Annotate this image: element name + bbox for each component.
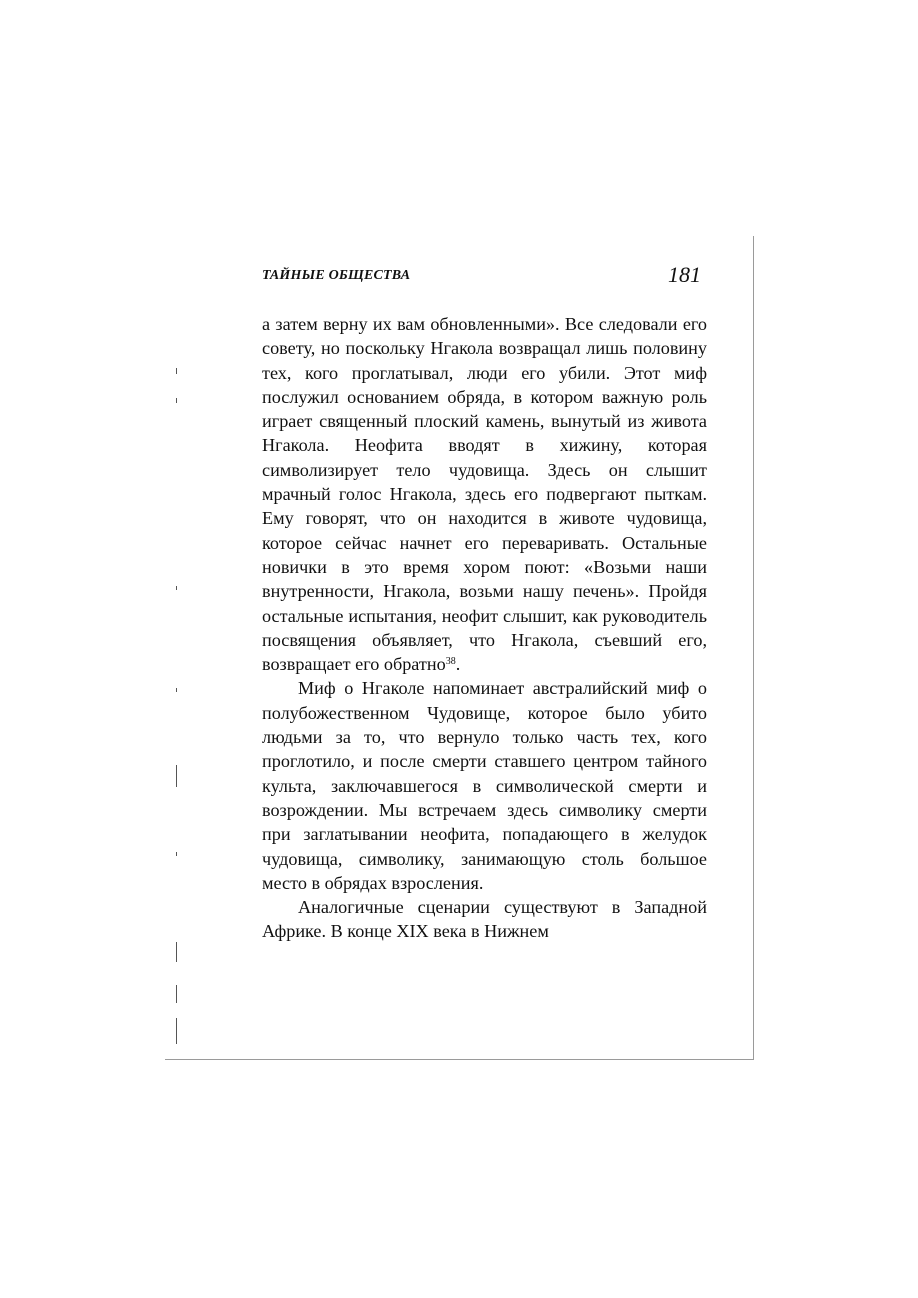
body-text — [262, 312, 707, 944]
running-title: ТАЙНЫЕ ОБЩЕСТВА — [262, 268, 411, 283]
gutter-mark — [176, 368, 177, 374]
gutter-mark — [176, 765, 177, 787]
page-number: 181 — [668, 262, 701, 287]
paragraph-2: Миф о Нгаколе напоминает австралийский миф о полубожественном Чудовище, которое было убито людьми за то, что вернуло только часть тех, кого проглотило, и после смерти ставшего центром тайного культа, заключавшегося в символической смерти и возрождении. Мы встречаем здесь символику смерти при заглатывании неофита, попадающего в желудок чудовища, символику, занимающую столь большое место в обрядах взросления. — [262, 678, 707, 893]
page-edge-right — [753, 236, 754, 1060]
gutter-mark — [176, 942, 177, 962]
gutter-mark — [176, 852, 177, 856]
gutter-mark — [176, 688, 177, 692]
paragraph-1-text: а затем верну их вам обновленными». Все следовали его совету, но поскольку Нгакола возвращал лишь половину тех, кого проглатывал, люди его убили. Этот миф послужил основанием обряда, в котором важную роль играет священный плоский камень, вынутый из живота Нгакола. Неофита вводят в хижину, которая символизирует тело чудовища. Здесь он слышит мрачный голос Нгакола, здесь его подвергают пыткам. Ему говорят, что он находится в животе чудовища, которое сейчас начнет его переваривать. Остальные новички в это время хором поют: «Возьми наши внутренности, Нгакола, возьми нашу печень». Пройдя остальные испытания, неофит слышит, как руководитель посвящения объявляет, что Нгакола, съевший его, возвращает его обратно — [262, 314, 707, 675]
page-header — [262, 262, 707, 292]
paragraph-1-end: . — [455, 654, 461, 675]
gutter-mark — [176, 1018, 177, 1044]
paragraph-1 — [262, 312, 707, 676]
page-edge-bottom — [165, 1059, 754, 1060]
gutter-mark — [176, 985, 177, 1003]
gutter-mark — [176, 398, 177, 403]
gutter-mark — [176, 586, 177, 590]
footnote-ref: 38 — [445, 656, 456, 668]
paragraph-3: Аналогичные сценарии существуют в Западной Африке. В конце XIX века в Нижнем — [262, 897, 707, 942]
